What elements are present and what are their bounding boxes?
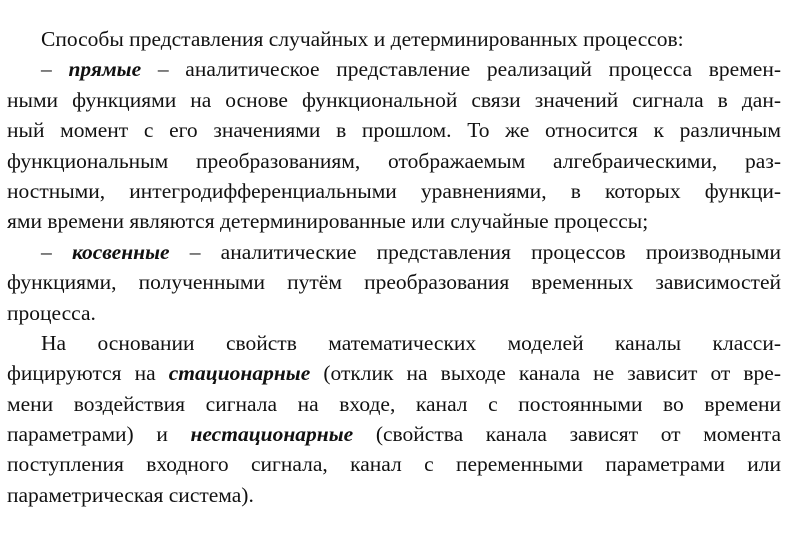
text-line	[7, 146, 781, 176]
text-line	[7, 328, 781, 358]
text-run: ный момент с его значениями в прошлом. То же относится к различным	[7, 118, 781, 143]
text-run: ными функциями на основе функциональной связи значений сигнала в дан-	[7, 87, 781, 112]
term-emphasis: косвенные	[71, 239, 170, 264]
text-line	[7, 115, 781, 145]
text-run: мени воздействия сигнала на входе, канал с постоянными во времени	[7, 391, 781, 416]
text-line	[7, 24, 781, 54]
term-emphasis: стационарные	[168, 361, 311, 386]
text-run: функциональным преобразованиям, отображаемым алгебраическими, раз-	[7, 148, 781, 173]
text-run: –	[41, 239, 72, 264]
text-line	[7, 206, 781, 236]
text-line	[7, 237, 781, 267]
text-line	[7, 358, 781, 388]
text-line	[7, 54, 781, 84]
text-run: процесса.	[7, 300, 96, 325]
text-line	[7, 267, 781, 297]
text-run: ями времени являются детерминированные или случайные процессы;	[7, 209, 649, 234]
text-line	[7, 449, 781, 479]
text-run: – аналитические представления процессов производными	[169, 239, 781, 264]
text-run: поступления входного сигнала, канал с переменными параметрами или	[7, 452, 781, 477]
text-run: ностными, интегродифференциальными уравнениями, в которых функци-	[7, 178, 781, 203]
text-run: функциями, полученными путём преобразования временных зависимостей	[7, 270, 781, 295]
text-line	[7, 85, 781, 115]
text-line	[7, 480, 781, 510]
text-run: (свойства канала зависят от момента	[353, 422, 782, 447]
text-run: фицируются на	[7, 361, 169, 386]
text-run: Способы представления случайных и детерминированных процессов:	[41, 27, 684, 51]
term-emphasis: нестационарные	[190, 422, 354, 447]
text-line	[7, 298, 781, 328]
term-emphasis: прямые	[68, 57, 142, 82]
document-text	[7, 24, 781, 510]
text-line	[7, 419, 781, 449]
text-run: – аналитическое представление реализаций процесса времен-	[141, 57, 782, 82]
text-run: параметрами) и	[7, 422, 191, 447]
text-run: параметрическая система).	[7, 482, 254, 507]
text-line	[7, 176, 781, 206]
text-run: (отклик на выходе канала не зависит от вре-	[310, 361, 781, 386]
text-run: –	[41, 57, 69, 82]
text-line	[7, 389, 781, 419]
text-run: На основании свойств математических моделей каналы класси-	[41, 330, 781, 355]
